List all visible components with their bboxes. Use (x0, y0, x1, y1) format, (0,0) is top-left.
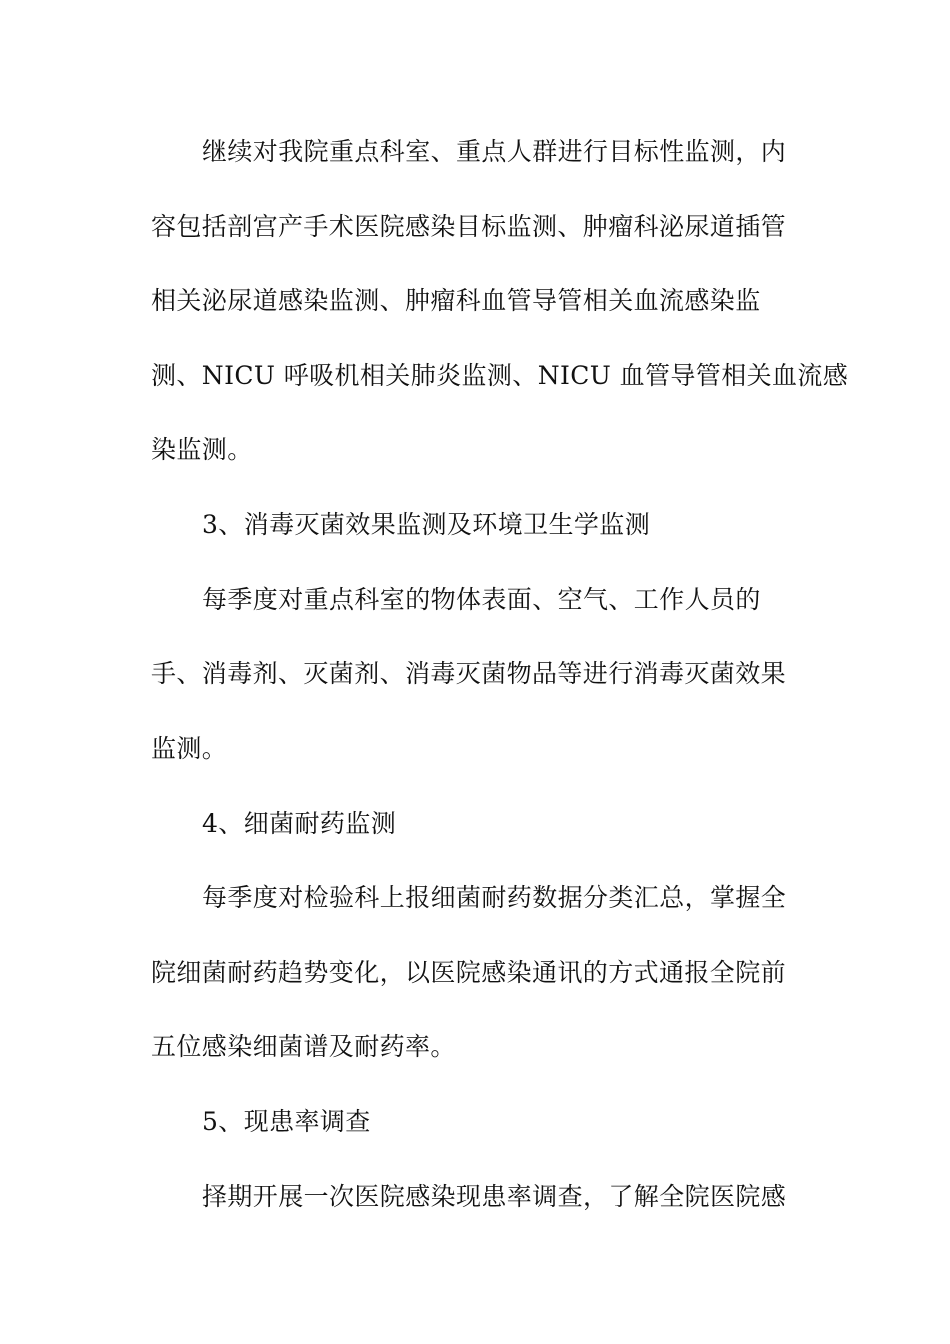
paragraph-line: 监测。 (151, 734, 228, 763)
paragraph-line: 每季度对重点科室的物体表面、空气、工作人员的 (202, 585, 761, 614)
section-heading: 4、细菌耐药监测 (202, 809, 397, 838)
paragraph-line: 染监测。 (151, 435, 253, 464)
paragraph-line: 院细菌耐药趋势变化，以医院感染通讯的方式通报全院前 (151, 958, 787, 987)
section-heading: 3、消毒灭菌效果监测及环境卫生学监测 (202, 510, 651, 539)
paragraph-line: 手、消毒剂、灭菌剂、消毒灭菌物品等进行消毒灭菌效果 (151, 659, 787, 688)
section-heading: 5、现患率调查 (202, 1107, 371, 1136)
paragraph-line: 每季度对检验科上报细菌耐药数据分类汇总，掌握全 (202, 883, 787, 912)
paragraph-line: 相关泌尿道感染监测、肿瘤科血管导管相关血流感染监 (151, 286, 761, 315)
paragraph-line: 继续对我院重点科室、重点人群进行目标性监测，内 (202, 137, 787, 166)
paragraph-line: 容包括剖宫产手术医院感染目标监测、肿瘤科泌尿道插管 (151, 212, 787, 241)
paragraph-line: 择期开展一次医院感染现患率调查，了解全院医院感 (202, 1182, 787, 1211)
paragraph-line: 五位感染细菌谱及耐药率。 (151, 1032, 456, 1061)
paragraph-line: 测、NICU 呼吸机相关肺炎监测、NICU 血管导管相关血流感 (151, 361, 849, 390)
